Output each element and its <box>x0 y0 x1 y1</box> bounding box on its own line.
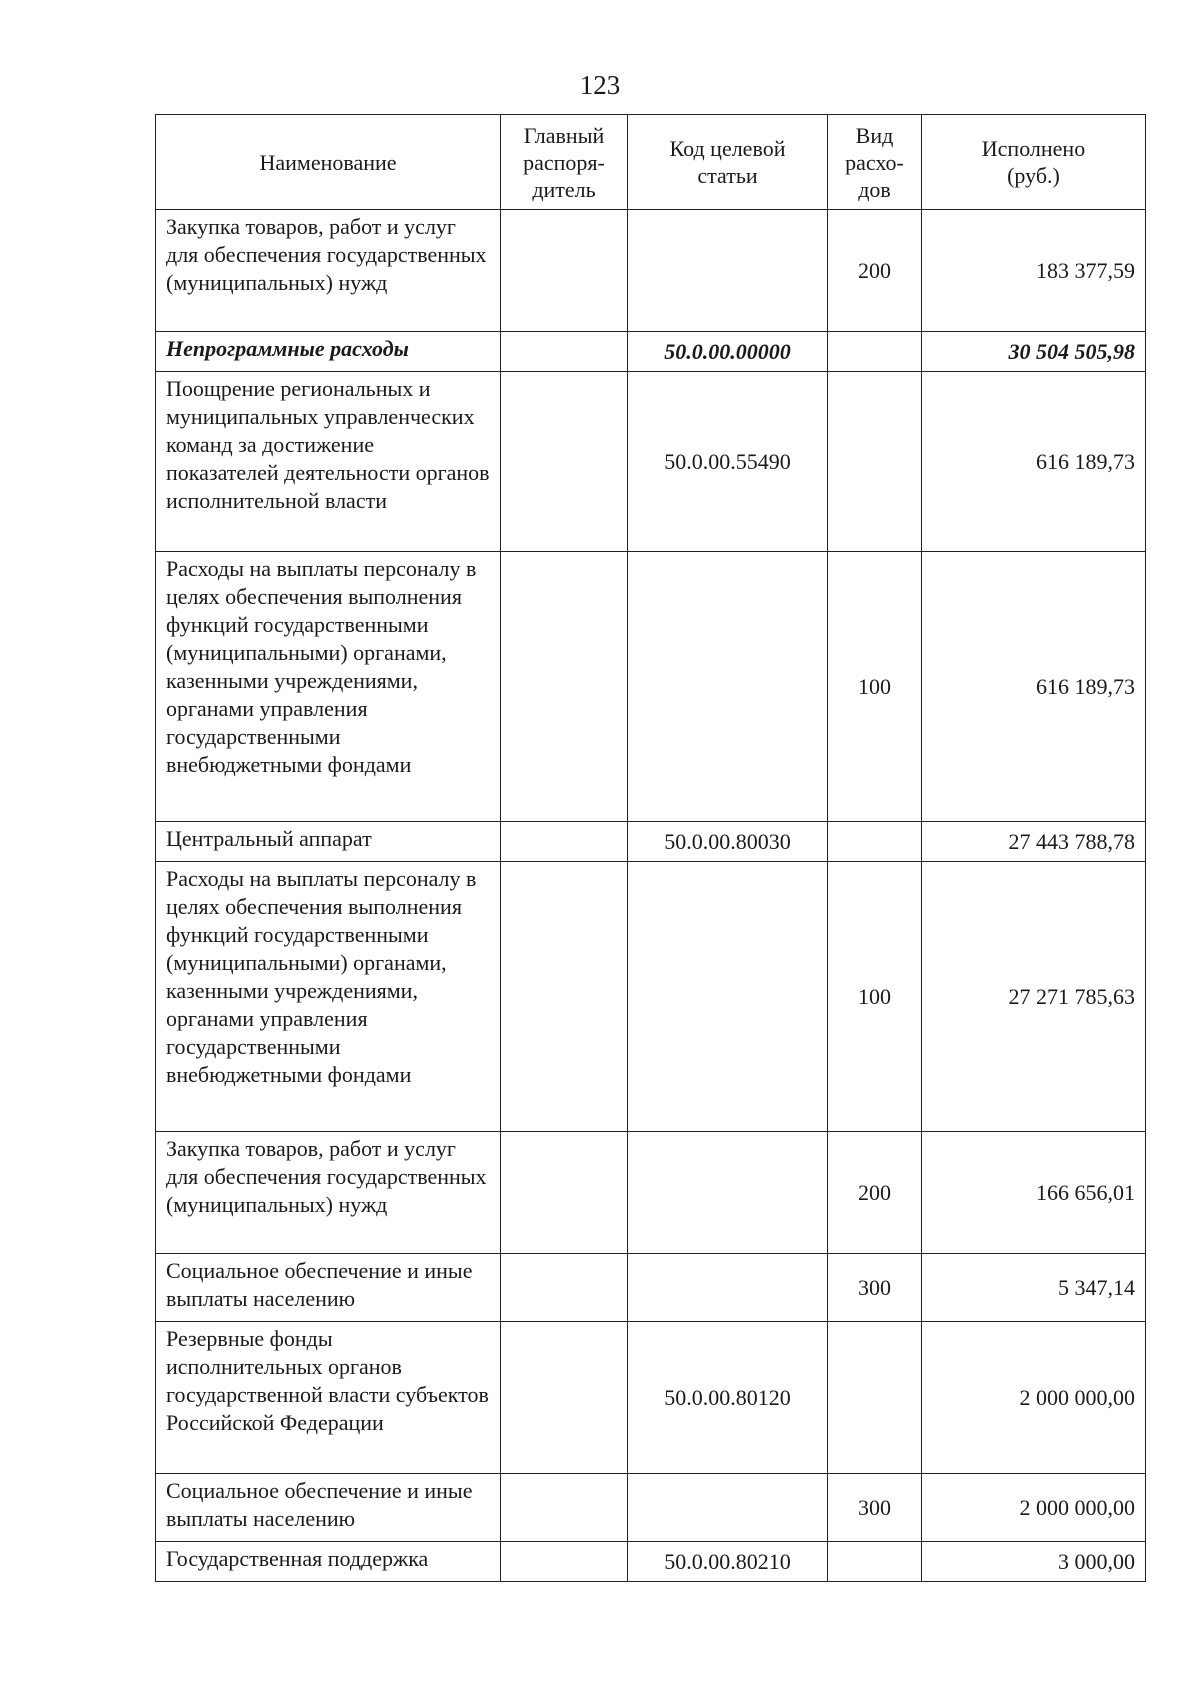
header-name: Наименование <box>156 115 501 210</box>
row-manager <box>501 1542 628 1582</box>
row-manager <box>501 1254 628 1322</box>
table-row <box>156 372 1146 552</box>
row-type: 300 <box>828 1474 922 1542</box>
row-manager <box>501 552 628 822</box>
row-amount: 3 000,00 <box>922 1542 1146 1582</box>
row-manager <box>501 1132 628 1254</box>
row-type <box>828 822 922 862</box>
row-manager <box>501 1322 628 1474</box>
header-expense-type: Вид расхо- дов <box>828 115 922 210</box>
row-manager <box>501 210 628 332</box>
row-code <box>628 210 828 332</box>
row-code <box>628 1254 828 1322</box>
header-executed: Исполнено (руб.) <box>922 115 1146 210</box>
row-code <box>628 1132 828 1254</box>
row-code: 50.0.00.55490 <box>628 372 828 552</box>
row-name: Расходы на выплаты персоналу в целях обеспечения выполнения функций государственными (муниципальными) органами, казенными учреждениями, органами управления государственными внебюджетными фондами <box>156 552 501 822</box>
row-type: 200 <box>828 210 922 332</box>
table-row <box>156 1474 1146 1542</box>
table-row <box>156 1542 1146 1582</box>
row-amount: 5 347,14 <box>922 1254 1146 1322</box>
row-type <box>828 332 922 372</box>
row-manager <box>501 372 628 552</box>
row-amount: 30 504 505,98 <box>922 332 1146 372</box>
row-type: 100 <box>828 552 922 822</box>
table-row <box>156 1254 1146 1322</box>
row-type <box>828 372 922 552</box>
row-name: Государственная поддержка <box>156 1542 501 1582</box>
row-type <box>828 1322 922 1474</box>
row-type: 100 <box>828 862 922 1132</box>
page-number: 123 <box>579 70 621 100</box>
row-code <box>628 862 828 1132</box>
row-amount: 166 656,01 <box>922 1132 1146 1254</box>
header-target-code: Код целевой статьи <box>628 115 828 210</box>
table-row <box>156 1322 1146 1474</box>
row-amount: 27 271 785,63 <box>922 862 1146 1132</box>
row-code: 50.0.00.80030 <box>628 822 828 862</box>
row-amount: 2 000 000,00 <box>922 1474 1146 1542</box>
row-name: Социальное обеспечение и иные выплаты населению <box>156 1474 501 1542</box>
row-amount: 616 189,73 <box>922 552 1146 822</box>
row-amount: 183 377,59 <box>922 210 1146 332</box>
row-name: Резервные фонды исполнительных органов государственной власти субъектов Российской Федерации <box>156 1322 501 1474</box>
table-row <box>156 332 1146 372</box>
row-name: Социальное обеспечение и иные выплаты населению <box>156 1254 501 1322</box>
row-name: Центральный аппарат <box>156 822 501 862</box>
row-code <box>628 552 828 822</box>
row-name: Поощрение региональных и муниципальных управленческих команд за достижение показателей деятельности органов исполнительной власти <box>156 372 501 552</box>
row-code <box>628 1474 828 1542</box>
row-type <box>828 1542 922 1582</box>
row-manager <box>501 332 628 372</box>
row-manager <box>501 822 628 862</box>
header-row <box>156 115 1146 210</box>
row-code: 50.0.00.80120 <box>628 1322 828 1474</box>
row-type: 300 <box>828 1254 922 1322</box>
budget-table <box>155 114 1146 1582</box>
row-amount: 616 189,73 <box>922 372 1146 552</box>
table-row <box>156 822 1146 862</box>
row-name: Закупка товаров, работ и услуг для обеспечения государственных (муниципальных) нужд <box>156 1132 501 1254</box>
row-name: Расходы на выплаты персоналу в целях обеспечения выполнения функций государственными (муниципальными) органами, казенными учреждениями, органами управления государственными внебюджетными фондами <box>156 862 501 1132</box>
row-amount: 27 443 788,78 <box>922 822 1146 862</box>
row-name: Непрограммные расходы <box>156 332 501 372</box>
table-row <box>156 552 1146 822</box>
row-manager <box>501 862 628 1132</box>
row-code: 50.0.00.80210 <box>628 1542 828 1582</box>
row-code: 50.0.00.00000 <box>628 332 828 372</box>
table-row <box>156 210 1146 332</box>
row-type: 200 <box>828 1132 922 1254</box>
row-name: Закупка товаров, работ и услуг для обеспечения государственных (муниципальных) нужд <box>156 210 501 332</box>
row-manager <box>501 1474 628 1542</box>
header-manager: Главный распоря- дитель <box>501 115 628 210</box>
table-row <box>156 862 1146 1132</box>
row-amount: 2 000 000,00 <box>922 1322 1146 1474</box>
table-row <box>156 1132 1146 1254</box>
